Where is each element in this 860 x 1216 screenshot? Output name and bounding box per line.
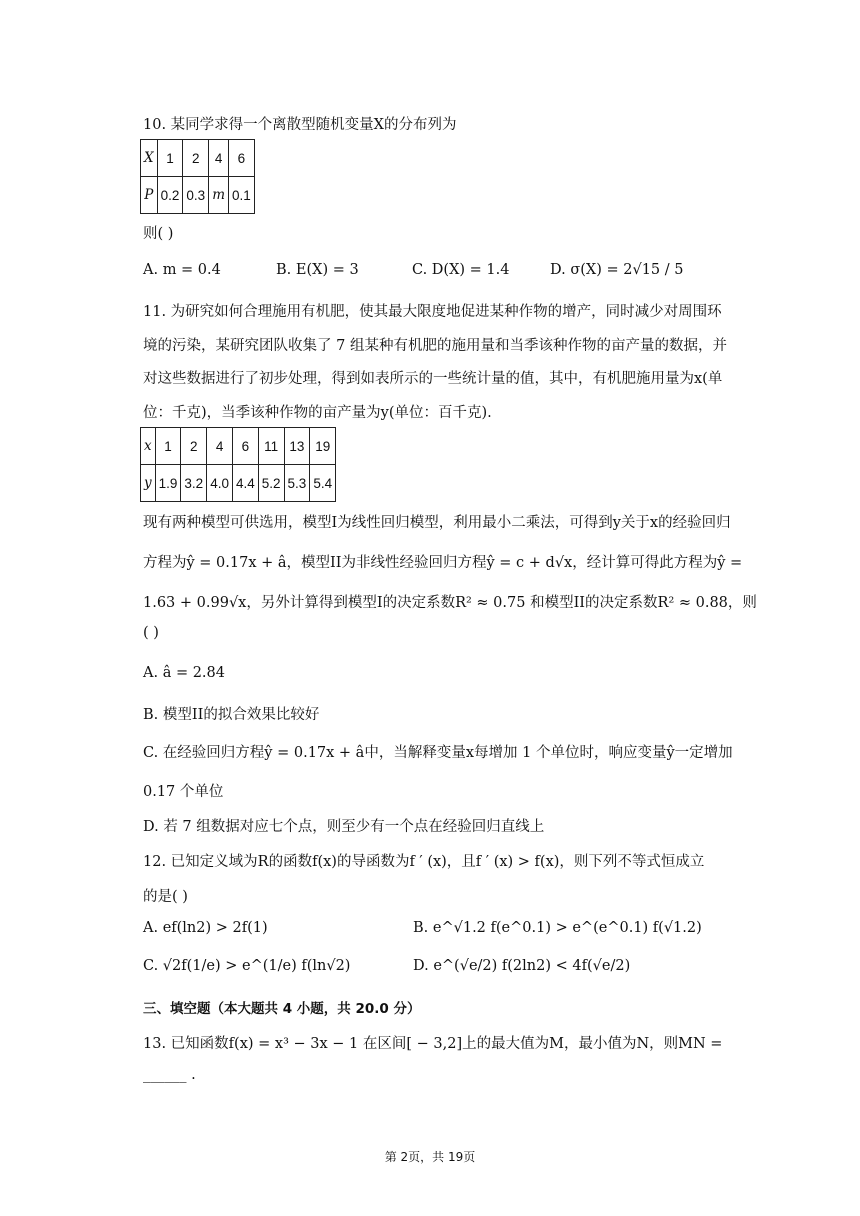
table-cell: 2 [181, 428, 207, 465]
table-cell: X [141, 140, 158, 177]
q11-option-d: D. 若 7 组数据对应七个点，则至少有一个点在经验回归直线上 [143, 819, 545, 835]
table-cell: 2 [183, 140, 209, 177]
q11-data-table [140, 427, 336, 502]
q12-line-1: 12. 已知定义域为R的函数f(x)的导函数为f ′ (x)，且f ′ (x) > f(x)，则下列不等式恒成立 [143, 854, 705, 870]
q13-line-1: 13. 已知函数f(x) = x³ − 3x − 1 在区间[ − 3,2]上的最大值为M，最小值为N，则MN = [143, 1036, 723, 1052]
q11-option-b: B. 模型II的拟合效果比较好 [143, 707, 320, 723]
q10-option-c: C. D(X) = 1.4 [412, 262, 510, 278]
table-cell: 5.4 [310, 465, 336, 502]
table-cell: 11 [258, 428, 284, 465]
table-cell: 1.9 [155, 465, 181, 502]
q11-line-3: 对这些数据进行了初步处理，得到如表所示的一些统计量的值，其中，有机肥施用量为x(单 [143, 371, 723, 387]
q11-tail: ( ) [143, 625, 159, 641]
q12-option-a: A. ef(ln2) > 2f(1) [143, 920, 268, 936]
table-row [141, 465, 336, 502]
table-cell: y [141, 465, 156, 502]
q11-line-6: 方程为ŷ = 0.17x + â，模型II为非线性经验回归方程ŷ = c + d√x，经计算可得此方程为ŷ = [143, 555, 743, 571]
table-row [141, 140, 255, 177]
table-cell: 6 [232, 428, 258, 465]
table-cell: 4 [207, 428, 233, 465]
table-cell: x [141, 428, 156, 465]
q11-option-a: A. â = 2.84 [143, 665, 225, 681]
table-cell: 4.0 [207, 465, 233, 502]
table-cell: P [141, 177, 158, 214]
q12-option-b: B. e^√1.2 f(e^0.1) > e^(e^0.1) f(√1.2) [413, 920, 702, 936]
q10-option-b: B. E(X) = 3 [276, 262, 359, 278]
q12-option-d: D. e^(√e/2) f(2ln2) < 4f(√e/2) [413, 958, 631, 974]
table-cell: 5.3 [284, 465, 310, 502]
q11-line-2: 境的污染，某研究团队收集了 7 组某种有机肥的施用量和当季该种作物的亩产量的数据，并 [143, 338, 727, 354]
table-cell: 19 [310, 428, 336, 465]
q10-distribution-table [140, 139, 255, 214]
table-cell: 5.2 [258, 465, 284, 502]
section-heading: 三、填空题（本大题共 4 小题，共 20.0 分） [143, 1001, 421, 1017]
page-footer: 第 2页，共 19页 [384, 1150, 476, 1164]
q11-line-5: 现有两种模型可供选用，模型I为线性回归模型，利用最小二乘法，可得到y关于x的经验回归 [143, 515, 731, 531]
table-cell: 1 [157, 140, 183, 177]
q13-answer-blank: ______ . [143, 1067, 196, 1083]
table-row [141, 177, 255, 214]
q12-option-c: C. √2f(1/e) > e^(1/e) f(ln√2) [143, 958, 351, 974]
table-cell: 0.3 [183, 177, 209, 214]
q10-option-d: D. σ(X) = 2√15 / 5 [550, 262, 684, 278]
q11-option-c-line-1: C. 在经验回归方程ŷ = 0.17x + â中，当解释变量x每增加 1 个单位时，响应变量ŷ一定增加 [143, 745, 733, 761]
q11-line-7: 1.63 + 0.99√x，另外计算得到模型I的决定系数R² ≈ 0.75 和模型II的决定系数R² ≈ 0.88，则 [143, 595, 757, 611]
q11-line-1: 11. 为研究如何合理施用有机肥，使其最大限度地促进某种作物的增产，同时减少对周围环 [143, 304, 722, 320]
q11-line-4: 位：千克)，当季该种作物的亩产量为y(单位：百千克). [143, 405, 492, 421]
table-cell: 0.2 [157, 177, 183, 214]
table-row [141, 428, 336, 465]
table-cell: 6 [229, 140, 255, 177]
table-cell: 4.4 [232, 465, 258, 502]
table-cell: 3.2 [181, 465, 207, 502]
q12-line-2: 的是( ) [143, 889, 188, 905]
table-cell: 0.1 [229, 177, 255, 214]
table-cell: 1 [155, 428, 181, 465]
table-cell: 13 [284, 428, 310, 465]
q10-stem: 10. 某同学求得一个离散型随机变量X的分布列为 [143, 117, 457, 133]
q10-tail: 则( ) [143, 226, 174, 242]
table-cell: 4 [209, 140, 229, 177]
q10-option-a: A. m = 0.4 [143, 262, 221, 278]
table-cell: m [209, 177, 229, 214]
q11-option-c-line-2: 0.17 个单位 [143, 784, 224, 800]
